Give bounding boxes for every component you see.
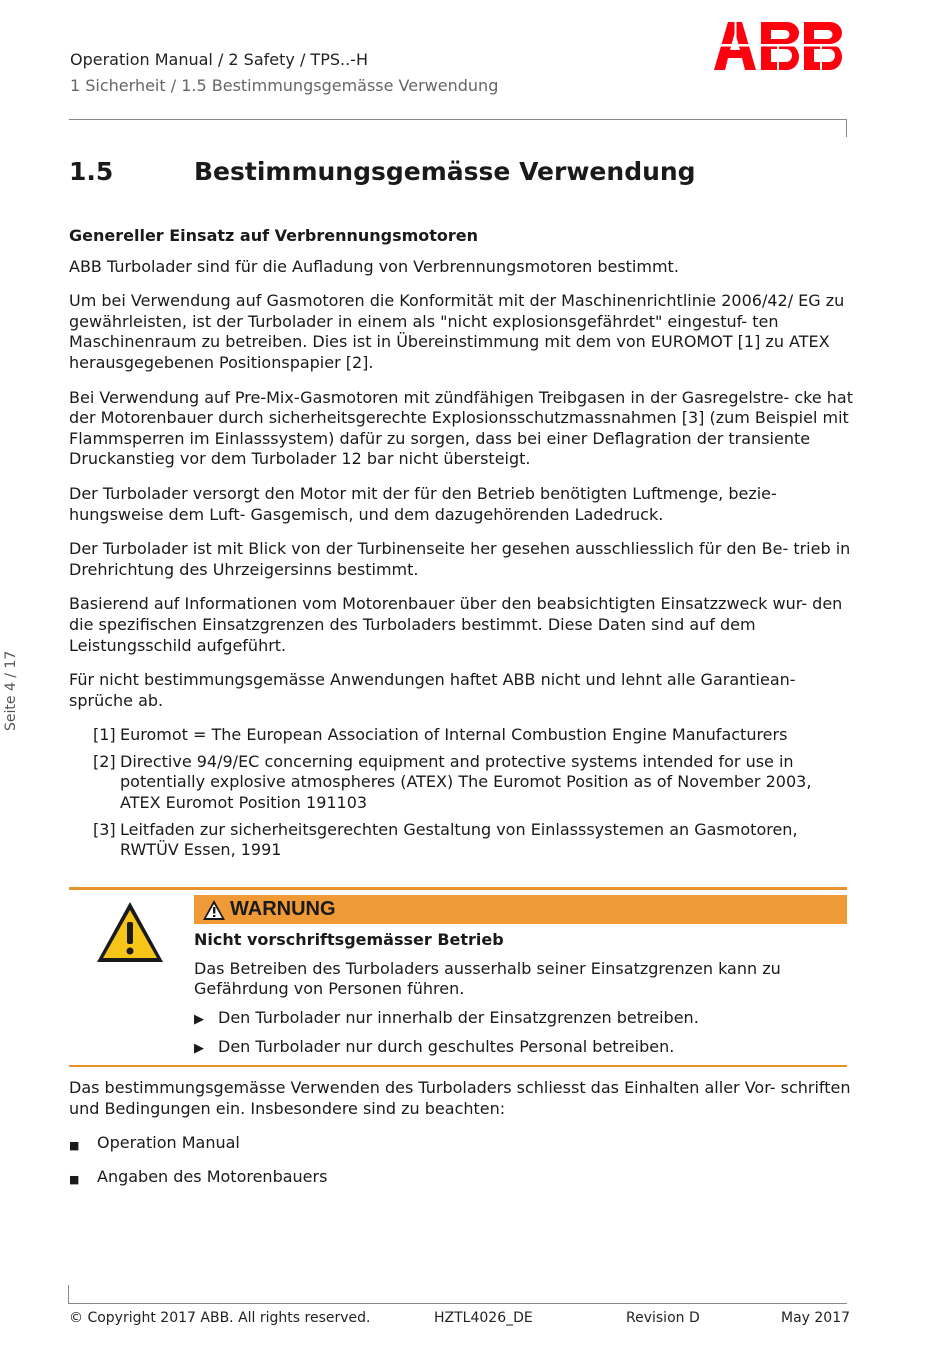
header-rule-tick bbox=[846, 119, 847, 137]
warning-action-text: Den Turbolader nur innerhalb der Einsatzgrenzen betreiben. bbox=[218, 1007, 699, 1027]
warning-content bbox=[194, 930, 844, 1067]
reference-text: Leitfaden zur sicherheitsgerechten Gestaltung von Einlasssystemen an Gasmotoren, RWTÜV Essen, 1991 bbox=[120, 819, 798, 860]
footer-copyright: © Copyright 2017 ABB. All rights reserved. bbox=[69, 1310, 371, 1326]
page-label: Seite 4 / 17 bbox=[3, 650, 19, 731]
bullet-text: Angaben des Motorenbauers bbox=[97, 1166, 328, 1186]
reference-item bbox=[93, 752, 854, 814]
warning-text: Das Betreiben des Turboladers ausserhalb seiner Einsatzgrenzen kann zu Gefährdung von Personen führen. bbox=[194, 958, 781, 999]
side-page-indicator bbox=[3, 636, 23, 731]
footer-date: May 2017 bbox=[781, 1310, 851, 1326]
footer-revision: Revision D bbox=[626, 1310, 700, 1326]
paragraph: Der Turbolader ist mit Blick von der Turbinenseite her gesehen ausschliesslich für den Be- trieb in Drehrichtung des Uhrzeigersinns bestimmt. bbox=[69, 539, 851, 579]
paragraph: Der Turbolader versorgt den Motor mit der für den Betrieb benötigten Luftmenge, bezie- hungsweise dem Luft- Gasgemisch, und dem dazugehörenden Ladedruck. bbox=[69, 483, 777, 524]
reference-tag: [1] bbox=[93, 725, 116, 745]
reference-tag: [2] bbox=[93, 751, 116, 771]
abb-logo bbox=[712, 20, 848, 72]
square-bullet-icon: ■ bbox=[69, 1172, 80, 1186]
paragraph: ABB Turbolader sind für die Aufladung von Verbrennungsmotoren bestimmt. bbox=[69, 256, 679, 276]
warning-label: WARNUNG bbox=[230, 898, 336, 920]
footer-rule bbox=[68, 1303, 847, 1304]
header-rule bbox=[69, 119, 847, 120]
paragraph: Bei Verwendung auf Pre-Mix-Gasmotoren mit zündfähigen Treibgasen in der Gasregelstre- cke hat der Motorenbauer durch sicherheitsgerechte Explosionsschutzmassnahmen [3] (zum Beispiel mit Flammsperren im Einlasssystem) dafür zu sorgen, dass bei einer Deflagration der transiente Druckanstieg vor dem Turbolader 12 bar nicht übersteigt. bbox=[69, 387, 853, 469]
paragraph: Basierend auf Informationen vom Motorenbauer über den beabsichtigten Einsatzzweck wur- den die spezifischen Einsatzgrenzen des Turboladers bestimmt. Diese Daten sind auf dem Leistungsschild aufgeführt. bbox=[69, 594, 843, 655]
subheading: Genereller Einsatz auf Verbrennungsmotoren bbox=[69, 226, 479, 245]
warning-action bbox=[194, 1008, 844, 1031]
warning-action-text: Den Turbolader nur durch geschultes Personal betreiben. bbox=[218, 1037, 675, 1057]
reference-text: Euromot = The European Association of Internal Combustion Engine Manufacturers bbox=[120, 725, 788, 745]
play-arrow-icon: ▶ bbox=[194, 1011, 204, 1027]
warning-action bbox=[194, 1037, 844, 1060]
bullet-text: Operation Manual bbox=[97, 1133, 240, 1153]
square-bullet-icon: ■ bbox=[69, 1139, 80, 1153]
warning-triangle-icon bbox=[95, 900, 165, 964]
header-breadcrumb: Operation Manual / 2 Safety / TPS..-H bbox=[70, 50, 368, 69]
warning-small-icon bbox=[202, 899, 226, 921]
reference-item bbox=[93, 725, 854, 746]
section-title: Bestimmungsgemässe Verwendung bbox=[194, 157, 696, 186]
paragraph: Für nicht bestimmungsgemässe Anwendungen haftet ABB nicht und lehnt alle Garantiean- sprüche ab. bbox=[69, 670, 796, 710]
bullet-item bbox=[69, 1167, 854, 1191]
reference-list bbox=[93, 725, 854, 861]
warning-header bbox=[194, 895, 847, 924]
main-content bbox=[69, 226, 854, 867]
play-arrow-icon: ▶ bbox=[194, 1041, 204, 1057]
reference-item bbox=[93, 820, 854, 861]
bullet-item bbox=[69, 1133, 854, 1157]
closing-paragraph: Das bestimmungsgemässe Verwenden des Turboladers schliesst das Einhalten aller Vor- schriften und Bedingungen ein. Insbesondere sind zu beachten: bbox=[69, 1078, 851, 1118]
closing-bullet-list bbox=[69, 1133, 854, 1190]
reference-tag: [3] bbox=[93, 819, 116, 839]
warning-title: Nicht vorschriftsgemässer Betrieb bbox=[194, 930, 504, 949]
footer-rule-tick bbox=[68, 1285, 69, 1303]
paragraph: Um bei Verwendung auf Gasmotoren die Konformität mit der Maschinenrichtlinie 2006/42/ EG zu gewährleisten, ist der Turbolader in einem als "nicht explosionsgefährdet" eingestuf- ten Maschinenraum zu betreiben. Dies ist in Übereinstimmung mit dem von EUROMOT [1] zu ATEX herausgegebenen Positionspapier [2]. bbox=[69, 291, 845, 372]
closing-section bbox=[69, 1078, 854, 1200]
section-number: 1.5 bbox=[69, 157, 114, 186]
header-subbreadcrumb: 1 Sicherheit / 1.5 Bestimmungsgemässe Verwendung bbox=[70, 76, 499, 95]
footer-doc-id: HZTL4026_DE bbox=[434, 1310, 533, 1326]
reference-text: Directive 94/9/EC concerning equipment and protective systems intended for use in potentially explosive atmospheres (ATEX) The Euromot Position as of November 2003, ATEX Euromot Position 191103 bbox=[120, 751, 812, 813]
